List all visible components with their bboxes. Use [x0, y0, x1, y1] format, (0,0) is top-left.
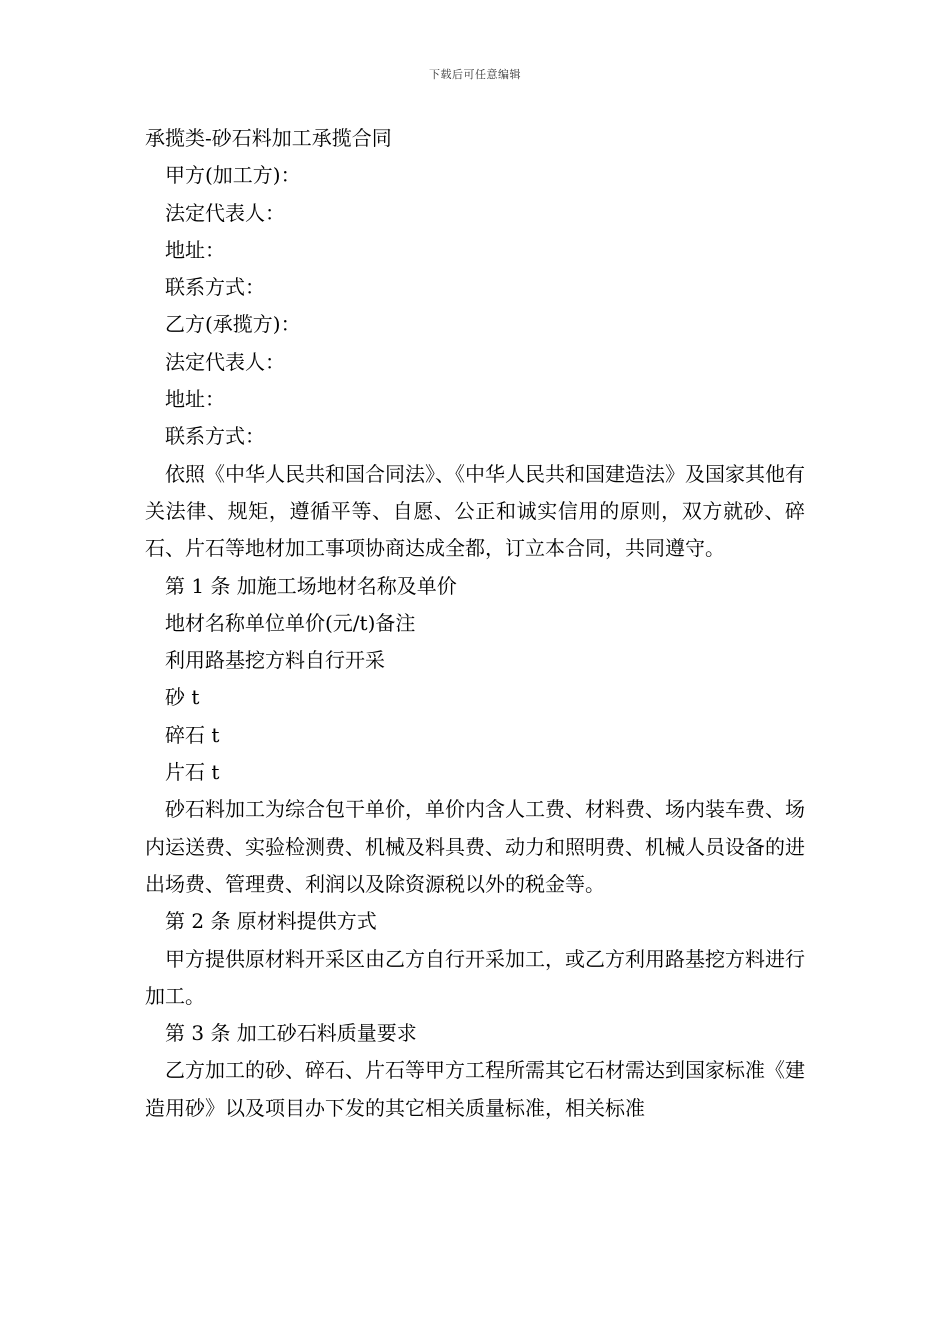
document-title: 承揽类-砂石料加工承揽合同 — [145, 126, 392, 150]
material-row-sand: 砂 t — [165, 685, 200, 710]
party-b-label: 乙方(承揽方)： — [165, 312, 301, 337]
party-a-representative: 法定代表人： — [165, 200, 285, 225]
party-a-address: 地址： — [165, 237, 225, 262]
article-1-body: 砂石料加工为综合包干单价，单价内含人工费、材料费、场内装车费、场内运送费、实验检测费、机械及料具费、动力和照明费、机械人员设备的进出场费、管理费、利润以及除资源税以外的税金等。 — [145, 797, 805, 896]
document-body — [145, 120, 805, 1127]
material-row-gravel: 碎石 t — [165, 722, 220, 747]
material-row-rubble: 片石 t — [165, 760, 220, 785]
intro-paragraph: 依照《中华人民共和国合同法》、《中华人民共和国建造法》及国家其他有关法律、规矩，遵循平等、自愿、公正和诚实信用的原则，双方就砂、碎石、片石等地材加工事项协商达成全都，订立本合同，共同遵守。 — [145, 461, 805, 561]
article-3-body: 乙方加工的砂、碎石、片石等甲方工程所需其它石材需达到国家标准《建造用砂》以及项目办下发的其它相关质量标准，相关标准 — [145, 1058, 805, 1120]
party-b-contact: 联系方式： — [165, 424, 265, 449]
article-2-body: 甲方提供原材料开采区由乙方自行开采加工，或乙方利用路基挖方料进行加工。 — [145, 946, 805, 1008]
article-1-heading: 第 1 条 加施工场地材名称及单价 — [165, 573, 457, 598]
party-b-address: 地址： — [165, 387, 225, 412]
party-b-representative: 法定代表人： — [165, 349, 285, 374]
article-1-note: 利用路基挖方料自行开采 — [165, 648, 385, 673]
article-3-heading: 第 3 条 加工砂石料质量要求 — [165, 1021, 417, 1046]
article-2-heading: 第 2 条 原材料提供方式 — [165, 909, 377, 934]
article-1-table-header: 地材名称单位单价(元/t)备注 — [165, 610, 416, 635]
party-a-label: 甲方(加工方)： — [165, 163, 301, 188]
page-header-note: 下载后可任意编辑 — [429, 68, 521, 81]
party-a-contact: 联系方式： — [165, 275, 265, 300]
